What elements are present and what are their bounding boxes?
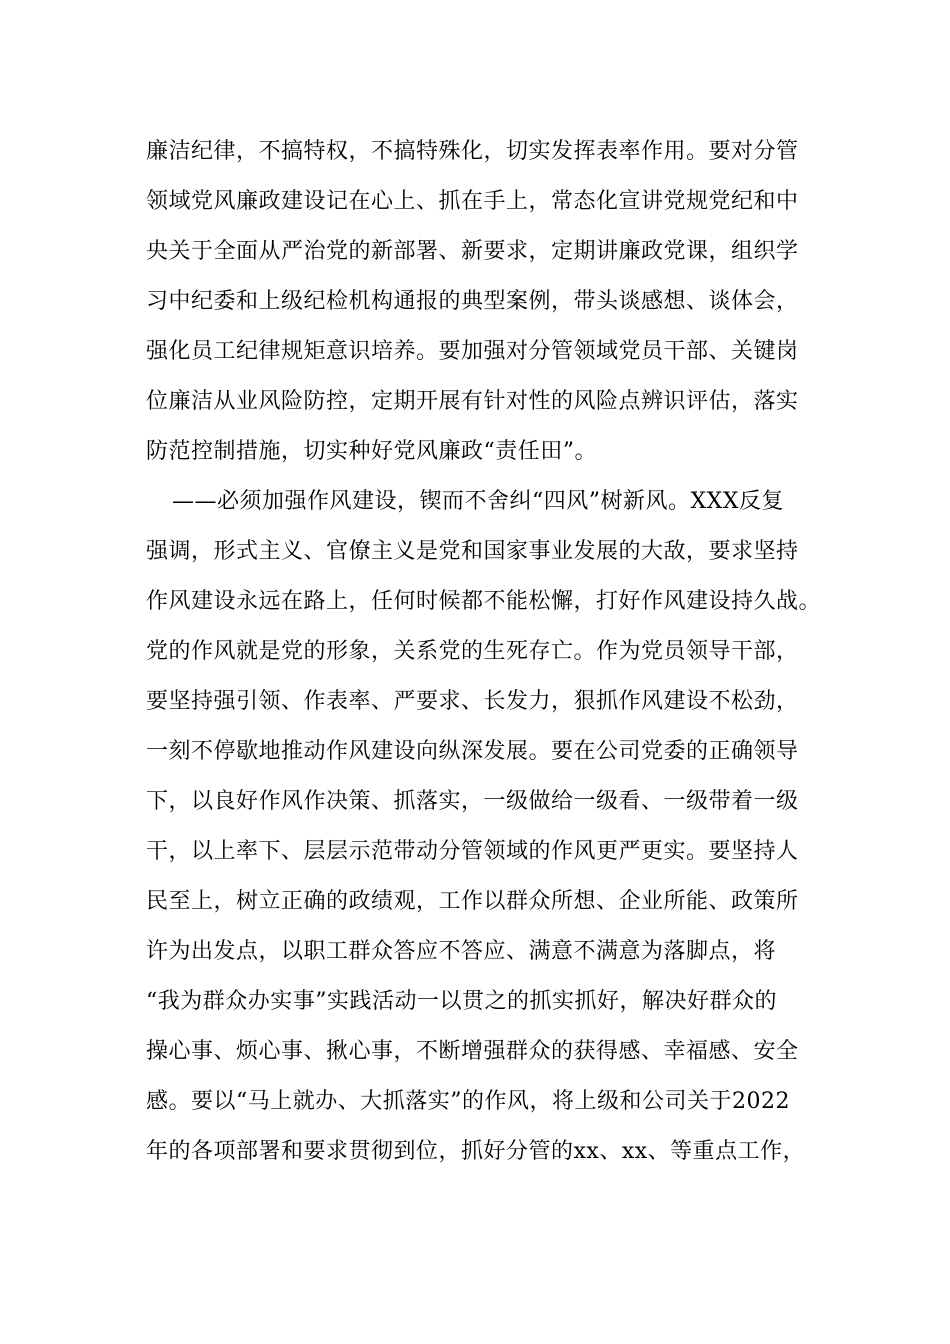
text-line: 强调，形式主义、官僚主义是党和国家事业发展的大敌，要求坚持 [146,539,799,564]
text-line: 下，以良好作风作决策、抓落实，一级做给一级看、一级带着一级 [146,789,799,814]
text-line: 作风建设永远在路上，任何时候都不能松懈，打好作风建设持久战。 [146,589,822,614]
text-line: 廉洁纪律，不搞特权，不搞特殊化，切实发挥表率作用。要对分管 [146,139,799,164]
text-line: 许为出发点，以职工群众答应不答应、满意不满意为落脚点，将 [146,939,777,964]
text-line: 央关于全面从严治党的新部署、新要求，定期讲廉政党课，组织学 [146,239,799,264]
text-line: 年的各项部署和要求贯彻到位，抓好分管的xx、xx、等重点工作， [146,1139,806,1164]
text-line: 强化员工纪律规矩意识培养。要加强对分管领域党员干部、关键岗 [146,339,799,364]
text-line: 防范控制措施，切实种好党风廉政“责任田”。 [146,439,597,464]
text-line: 位廉洁从业风险防控，定期开展有针对性的风险点辨识评估，落实 [146,389,799,414]
text-line: 习中纪委和上级纪检机构通报的典型案例，带头谈感想、谈体会， [146,289,799,314]
text-line: 感。要以“马上就办、大抓落实”的作风，将上级和公司关于2022 [146,1089,790,1114]
text-line: 党的作风就是党的形象，关系党的生死存亡。作为党员领导干部， [146,639,799,664]
text-line: 一刻不停歇地推动作风建设向纵深发展。要在公司党委的正确领导 [146,739,799,764]
text-line: ——必须加强作风建设，锲而不舍纠“四风”树新风。XXX反复 [172,489,784,514]
text-line: 干，以上率下、层层示范带动分管领域的作风更严更实。要坚持人 [146,839,799,864]
text-line: 操心事、烦心事、揪心事，不断增强群众的获得感、幸福感、安全 [146,1039,799,1064]
text-line: 要坚持强引领、作表率、严要求、长发力，狠抓作风建设不松劲， [146,689,799,714]
text-line: 民至上，树立正确的政绩观，工作以群众所想、企业所能、政策所 [146,889,799,914]
text-line: 领域党风廉政建设记在心上、抓在手上，常态化宣讲党规党纪和中 [146,189,799,214]
text-line: “我为群众办实事”实践活动一以贯之的抓实抓好，解决好群众的 [146,989,777,1014]
